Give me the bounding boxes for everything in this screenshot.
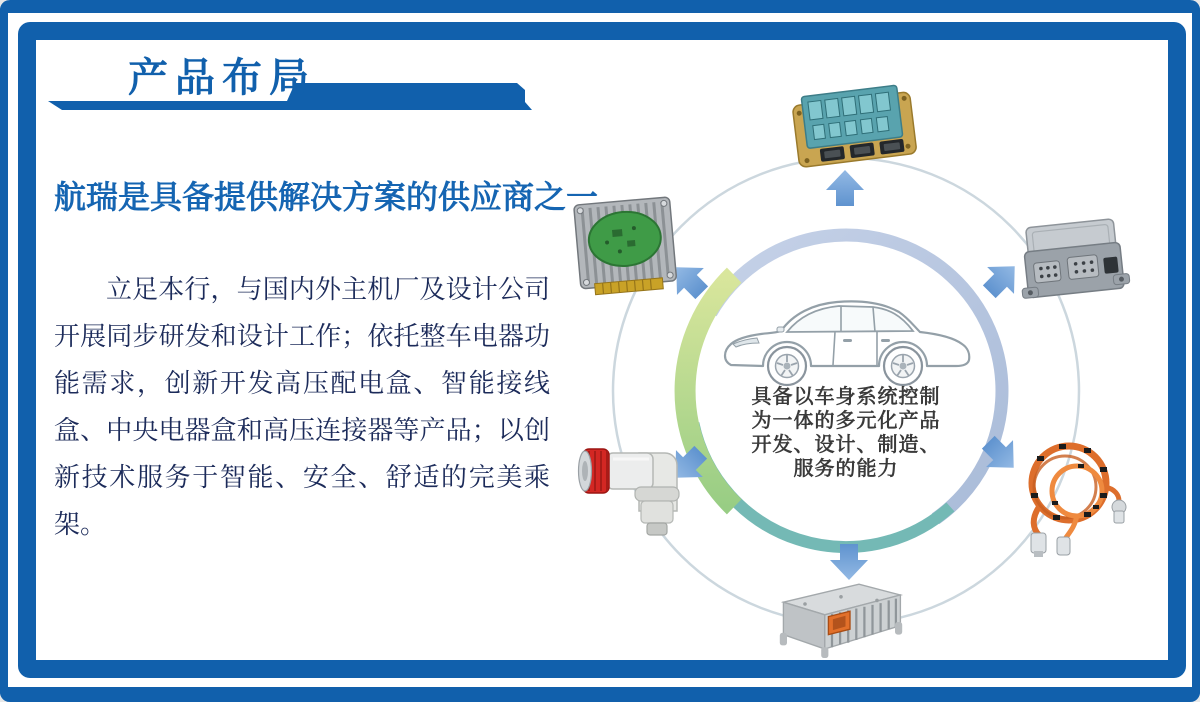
center-caption-line: 具备以车身系统控制 <box>751 386 941 408</box>
sedan-car-lineart <box>725 301 969 385</box>
rear-wheel <box>884 347 922 385</box>
center-caption-line: 为一体的多元化产品 <box>751 410 941 432</box>
frame-left-bar <box>0 0 8 702</box>
ecu-junction-box-image <box>1016 218 1131 299</box>
fuse-relay-distribution-box-image <box>791 84 917 168</box>
hv-cable-harness-image <box>1031 444 1126 557</box>
frame-top-bar <box>0 0 1200 13</box>
motor-controller-inverter-image <box>780 584 902 658</box>
arrow-upper-right-icon <box>976 253 1028 305</box>
frame-bottom-bar <box>0 687 1200 702</box>
front-wheel <box>768 347 806 385</box>
arrow-up-icon <box>826 170 864 206</box>
center-caption-line: 服务的能力 <box>793 458 899 480</box>
product-cycle-diagram <box>555 55 1155 695</box>
body-paragraph: 立足本行，与国内外主机厂及设计公司开展同步研发和设计工作；依托整车电器功能需求，创新开发高压配电盒、智能接线盒、中央电器盒和高压连接器等产品；以创新技术服务于智能、安全、舒适的完美乘架。 <box>54 275 550 539</box>
center-caption <box>727 385 965 481</box>
page-title: 产品布局 <box>128 56 316 100</box>
hv-elbow-connector-image <box>579 449 680 535</box>
section-heading: 航瑞是具备提供解决方案的供应商之一 <box>54 179 599 215</box>
frame-right-bar <box>1192 0 1200 702</box>
center-caption-line: 开发、设计、制造、 <box>751 434 941 456</box>
